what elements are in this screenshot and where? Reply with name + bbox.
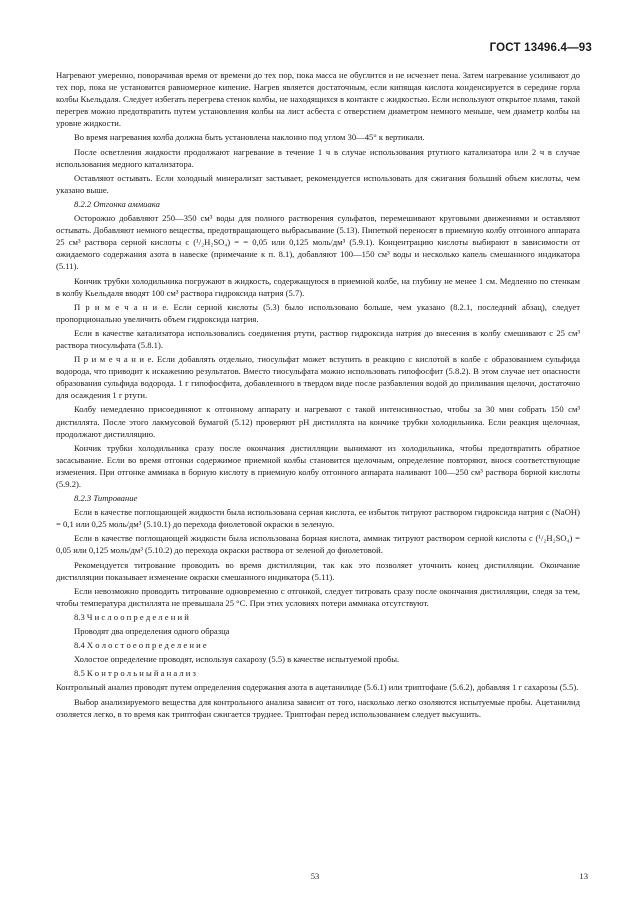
document-header: ГОСТ 13496.4—93: [489, 42, 592, 54]
paragraph: Кончик трубки холодильника сразу после окончания дистилляции вынимают из холодильника, чтобы предотвратить обратное засасывание. Если во время отгонки содержимое приемной колбы становится щелочным, определение повторяют, внося соответствующие изменения. При отгонке аммиака в борную кислоту в приемную колбу отгонного аппарата наливают 100—250 см³ раствора борной кислоты (5.9.2).: [56, 442, 580, 489]
section-heading: 8.2.3 Титрование: [74, 493, 138, 504]
paragraph: Контрольный анализ проводят путем определения содержания азота в ацетанилиде (5.6.1) или триптофане (5.6.2), добавляя 1 г сахарозы (5.5).: [56, 682, 579, 693]
paragraph: После осветления жидкости продолжают нагревание в течение 1 ч в случае использования ртутного катализатора или 2 ч в случае использования медного катализатора.: [56, 146, 580, 169]
note-paragraph: П р и м е ч а н и е. Если добавлять отдельно, тиосульфат может вступить в реакцию с кислотой в колбе с образованием сульфида водорода, что приводит к искажению результатов. Вместо тиосульфата можно использовать гипофосфит (5.8.2). В этом случае нет опасности образования сульфида водорода. 1 г гипофосфита, добавленного в твердом виде после разбавления водой до приливания щелочи, достаточно для осаждения 1 г ртути.: [56, 354, 580, 401]
section-heading: 8.2.2 Отгонка аммиака: [74, 198, 160, 209]
paragraph: Рекомендуется титрование проводить во время дистилляции, так как это позволяет уточнить конец дистилляции. Окончание дистилляции показывает изменение окраски смешанного индикатора (5.11).: [56, 559, 580, 582]
paragraph: Если невозможно проводить титрование одновременно с отгонкой, следует титровать сразу после окончания дистилляции, следя за тем, чтобы температура дистиллята не превышала 25 °С. При этих условиях потери аммиака отсутствуют.: [56, 585, 580, 608]
page-number-right: 13: [579, 871, 588, 881]
paragraph: Осторожно добавляют 250—350 см³ воды для полного растворения сульфатов, перемешивают круговыми движениями и оставляют остывать. Добавляют немного вещества, предотвращающего выбрасывание (5.13). Пипеткой переносят в приемную колбу отгонного аппарата 25 см³ раствора серной кислоты c (¹/₂H₂SO₄) = = 0,05 или 0,125 моль/дм³ (5.9.1). Концентрацию кислоты выбирают в зависимости от ожидаемого содержания азота в навеске (примечание к п. 8.1), добавляют 100—150 см³ воды и несколько капель смешанного индикатора (5.11).: [56, 213, 580, 272]
paragraph: Если в качестве поглощающей жидкости была использована серная кислота, ее избыток титруют раствором гидроксида натрия c (NaOH) = 0,1 или 0,25 моль/дм³ (5.10.1) до перехода фиолетовой окраски в зеленую.: [56, 507, 580, 530]
paragraph: Нагревают умеренно, поворачивая время от времени до тех пор, пока масса не обуглится и не исчезнет пена. Затем нагревание усиливают до тех пор, пока не установится равномерное кипение. Нагрев является достаточным, если кипящая кислота конденсируется в середине горла колбы Кьельдаля. Следует избегать перегрева стенок колбы, не находящихся в контакте с жидкостью. Если используют открытое пламя, такой перегрев можно предотвратить путем установления колбы на лист асбеста с отверстием диаметром немного меньше, чем диаметр колбы на уровне жидкости.: [56, 70, 580, 129]
paragraph: Выбор анализируемого вещества для контрольного анализа зависит от того, насколько легко озоляются испытуемые пробы. Ацетанилид озоляется легко, в то время как триптофан сжигается труднее. Триптофан перед использованием следует высушить.: [56, 696, 580, 719]
paragraph: Во время нагревания колба должна быть установлена наклонно под углом 30—45° к вертикали.: [74, 132, 425, 143]
note-paragraph: П р и м е ч а н и е. Если серной кислоты (5.3) было использовано больше, чем указано (8.2.1, последний абзац), следует пропорционально увеличить объем гидроксида натрия.: [56, 301, 580, 324]
section-heading: 8.3 Ч и с л о о п р е д е л е н и й: [74, 611, 189, 622]
paragraph: Если в качестве поглощающей жидкости была использована борная кислота, аммиак титруют раствором серной кислоты c (¹/₂H₂SO₄) = 0,05 или 0,125 моль/дм³ (5.10.2) до перехода окраски раствора от зеленой до фиолетовой.: [56, 533, 580, 556]
paragraph: Кончик трубки холодильника погружают в жидкость, содержащуюся в приемной колбе, на глубину не менее 1 см. Медленно по стенкам в колбу Кьельдаля вводят 100 см³ раствора гидроксида натрия (5.7).: [56, 275, 580, 298]
paragraph: Колбу немедленно присоединяют к отгонному аппарату и нагревают с такой интенсивностью, чтобы за 30 мин собрать 150 см³ дистиллята. После этого лакмусовой бумагой (5.12) проверяют pH дистиллята на кончике трубки холодильника. Если реакция щелочная, продолжают дистилляцию.: [56, 404, 580, 439]
section-heading: 8.5 К о н т р о л ь н ы й а н а л и з: [74, 668, 196, 679]
paragraph: Если в качестве катализатора использовались соединения ртути, раствор гидроксида натрия до внесения в колбу смешивают с 25 см³ раствора тиосульфата (5.8.1).: [56, 327, 580, 350]
document-body: [56, 69, 580, 722]
paragraph: Оставляют остывать. Если холодный минерализат застывает, рекомендуется использовать для сжигания больший объем кислоты, чем указано выше.: [56, 172, 580, 195]
page-number-center: 53: [310, 871, 320, 881]
paragraph: Холостое определение проводят, используя сахарозу (5.5) в качестве испытуемой пробы.: [74, 654, 400, 665]
section-heading: 8.4 Х о л о с т о е о п р е д е л е н и е: [74, 640, 207, 651]
paragraph: Проводят два определения одного образца: [74, 626, 230, 637]
